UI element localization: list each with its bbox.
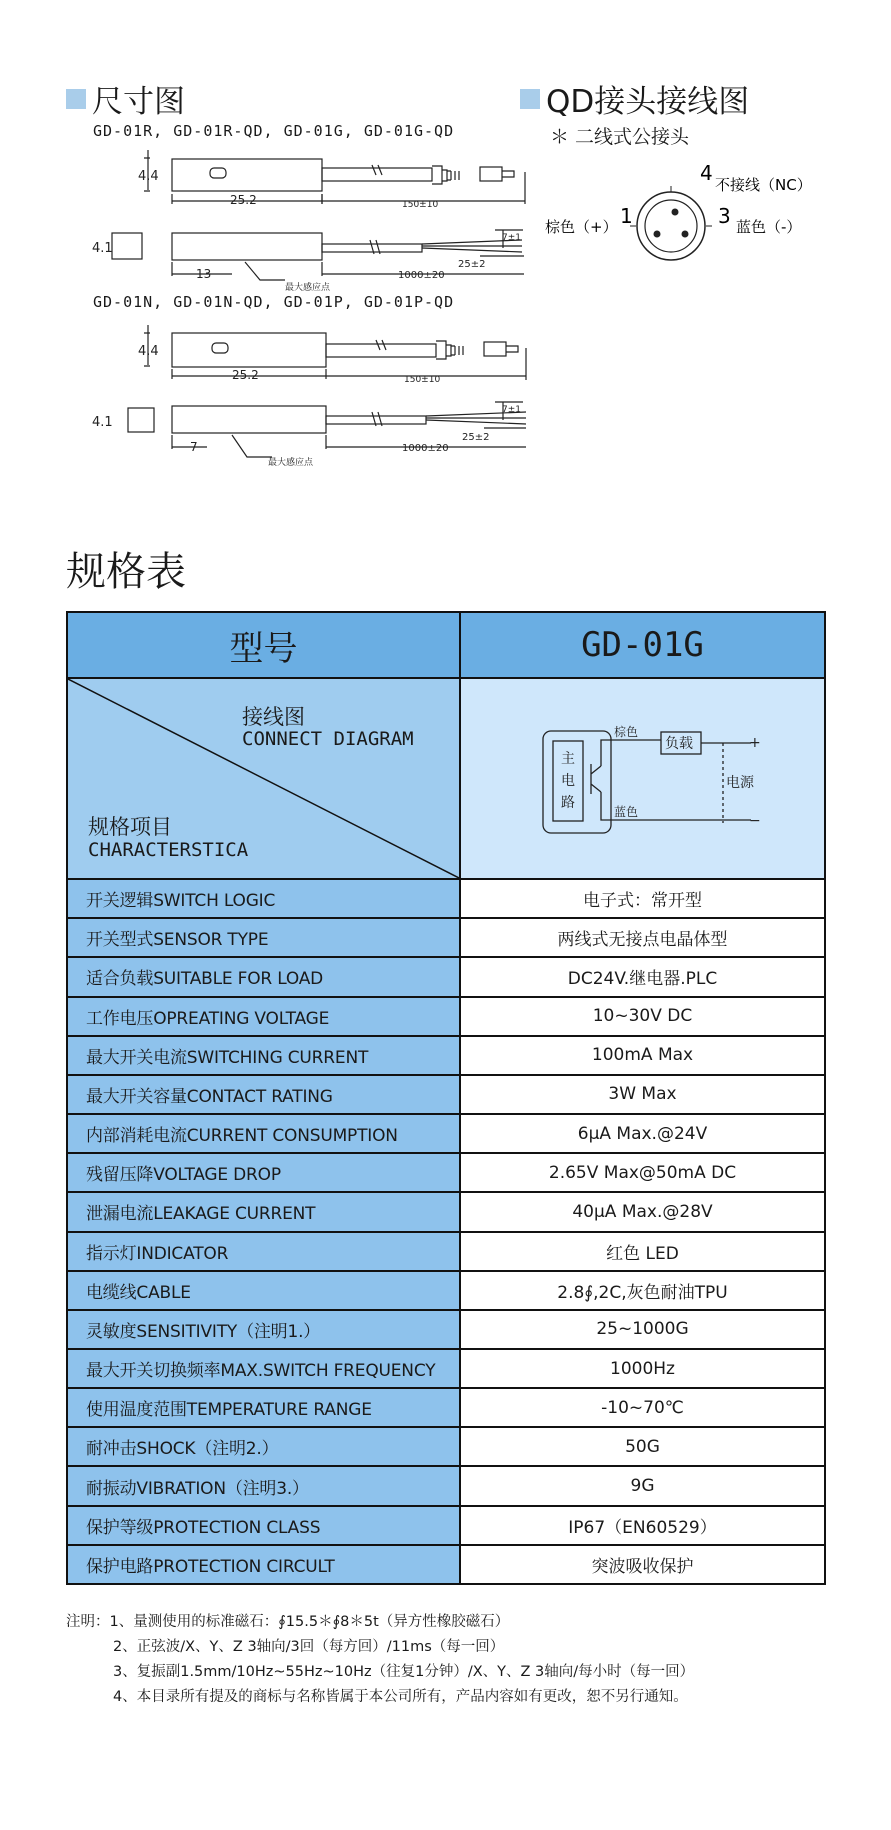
spec-value-cell: 50G <box>460 1427 825 1466</box>
pin4-label: 不接线（NC） <box>715 176 812 194</box>
pin3-label: 蓝色（-） <box>736 218 802 236</box>
spec-value-cell: 9G <box>460 1466 825 1505</box>
dim-7pm1-a: 7±1 <box>502 233 521 243</box>
table-row <box>67 1114 825 1153</box>
cable-break-1 <box>372 165 382 175</box>
spec-value-cell: 2.65V Max@50mA DC <box>460 1153 825 1192</box>
note-3: 3、复振副1.5mm/10Hz~55Hz~10Hz（往复1分钟）/X、Y、Z 3轴向/每小时（每一回） <box>113 1664 695 1680</box>
spec-value-cell: 电子式：常开型 <box>460 879 825 918</box>
header-model-cell: GD-01G <box>460 612 825 678</box>
sense-point-b: 最大感应点 <box>268 458 314 468</box>
table-row <box>67 879 825 918</box>
spec-value-cell: 2.8∮,2C,灰色耐油TPU <box>460 1271 825 1310</box>
note-4: 4、本目录所有提及的商标与名称皆属于本公司所有，产品内容如有更改，恕不另行通知。 <box>113 1689 688 1705</box>
sensor-body-top-1 <box>172 159 322 191</box>
circuit-main-2: 电 <box>561 773 575 790</box>
spec-value-cell: 25~1000G <box>460 1310 825 1349</box>
spec-value-cell: 1000Hz <box>460 1349 825 1388</box>
dim-1000-b: 1000±20 <box>402 443 449 454</box>
spec-label-cell: 最大开关电流SWITCHING CURRENT <box>67 1036 460 1075</box>
spec-label-cell: 最大开关容量CONTACT RATING <box>67 1075 460 1114</box>
dim-252-b: 25.2 <box>232 368 259 382</box>
spec-value-cell: 红色 LED <box>460 1232 825 1271</box>
spec-label-cell: 保护电路PROTECTION CIRCULT <box>67 1545 460 1584</box>
spec-label-cell: 灵敏度SENSITIVITY（注明1.） <box>67 1310 460 1349</box>
spec-value-cell: 突波吸收保护 <box>460 1545 825 1584</box>
connector-outer-circle <box>637 192 705 260</box>
note-1: 注明：1、量测使用的标准磁石：∮15.5＊∮8＊5t（异方性橡胶磁石） <box>66 1614 510 1630</box>
table-row <box>67 1232 825 1271</box>
items-title-en: CHARACTERSTICA <box>88 839 249 862</box>
spec-value-cell: 两线式无接点电晶体型 <box>460 918 825 957</box>
header-label-cell: 型号 <box>67 612 460 678</box>
cable-section-2 <box>326 344 436 357</box>
spec-value-cell: IP67（EN60529） <box>460 1506 825 1545</box>
models-caption-a: GD-01R, GD-01R-QD, GD-01G, GD-01G-QD <box>93 122 455 140</box>
diagram-title-en: CONNECT DIAGRAM <box>242 728 414 751</box>
spec-value-cell: 40μA Max.@28V <box>460 1192 825 1231</box>
spec-label-cell: 电缆线CABLE <box>67 1271 460 1310</box>
connector-inner-circle <box>645 200 697 252</box>
qd-subtitle: ＊ 二线式公接头 <box>550 126 690 148</box>
spec-table <box>66 611 826 1585</box>
table-row <box>67 1192 825 1231</box>
diagram-label-cell <box>67 678 460 879</box>
plus-label: + <box>749 735 761 752</box>
spec-label-cell: 工作电压OPREATING VOLTAGE <box>67 997 460 1036</box>
spec-value-cell: 100mA Max <box>460 1036 825 1075</box>
spec-value-cell: DC24V.继电器.PLC <box>460 957 825 996</box>
dim-252-a: 25.2 <box>230 193 257 207</box>
table-row <box>67 1271 825 1310</box>
sense-point-a: 最大感应点 <box>285 283 331 293</box>
dim-44-b: 4.4 <box>138 344 159 359</box>
sensor-led-window-2 <box>212 343 228 353</box>
sensor-body-side-1 <box>172 233 322 260</box>
pin4-dot <box>672 209 679 216</box>
table-row <box>67 1506 825 1545</box>
pin4-number: 4 <box>700 161 713 185</box>
table-row <box>67 1545 825 1584</box>
pin3-dot <box>682 231 689 238</box>
diagram-row <box>67 678 825 879</box>
dim-1000-a: 1000±20 <box>398 270 445 281</box>
connect-diagram-cell <box>460 678 825 879</box>
dim-7: 7 <box>190 440 198 454</box>
circuit-main-1: 主 <box>561 751 575 768</box>
qd-pinout-diagram <box>540 150 840 280</box>
spec-label-cell: 指示灯INDICATOR <box>67 1232 460 1271</box>
blue-wire-label: 蓝色 <box>614 805 639 820</box>
dim-25-a: 25±2 <box>458 259 486 270</box>
load-label: 负载 <box>665 736 693 753</box>
cable-section-1 <box>322 168 432 181</box>
dimension-section-title: 尺寸图 <box>66 76 185 121</box>
table-row <box>67 1036 825 1075</box>
qd-connector-2 <box>446 345 463 356</box>
note-2: 2、正弦波/X、Y、Z 3轴向/3回（每方回）/11ms（每一回） <box>113 1639 505 1655</box>
table-header-row <box>67 612 825 678</box>
sensor-end-view-2 <box>128 408 154 432</box>
notes <box>66 1610 694 1710</box>
dim-150-a: 150±10 <box>402 200 439 210</box>
spec-value-cell: -10~70℃ <box>460 1388 825 1427</box>
spec-rows <box>67 879 825 1584</box>
items-title-cn: 规格项目 <box>88 815 172 840</box>
qd-connector-1 <box>442 170 459 181</box>
spec-label-cell: 使用温度范围TEMPERATURE RANGE <box>67 1388 460 1427</box>
brown-wire-label: 棕色 <box>614 725 639 740</box>
spec-label-cell: 残留压降VOLTAGE DROP <box>67 1153 460 1192</box>
pin1-dot <box>654 231 661 238</box>
power-label: 电源 <box>726 775 754 792</box>
diagram-title-cn: 接线图 <box>242 705 305 730</box>
spec-value-cell: 10~30V DC <box>460 997 825 1036</box>
table-row <box>67 1388 825 1427</box>
spec-label-cell: 内部消耗电流CURRENT CONSUMPTION <box>67 1114 460 1153</box>
table-row <box>67 918 825 957</box>
sensor-body-side-2 <box>172 406 326 433</box>
sensor-end-view-1 <box>112 233 142 259</box>
dim-13: 13 <box>196 267 212 281</box>
spec-label-cell: 开关逻辑SWITCH LOGIC <box>67 879 460 918</box>
qd-section-title: QD接头接线图 <box>520 76 749 121</box>
spec-label-cell: 保护等级PROTECTION CLASS <box>67 1506 460 1545</box>
table-row <box>67 1153 825 1192</box>
dim-41-b: 4.1 <box>92 415 113 430</box>
sensor-led-window-1 <box>210 168 226 178</box>
table-row <box>67 1466 825 1505</box>
spec-label-cell: 开关型式SENSOR TYPE <box>67 918 460 957</box>
spec-label-cell: 泄漏电流LEAKAGE CURRENT <box>67 1192 460 1231</box>
dim-25-b: 25±2 <box>462 432 490 443</box>
models-caption-b: GD-01N, GD-01N-QD, GD-01P, GD-01P-QD <box>93 293 455 311</box>
spec-section-title: 规格表 <box>66 549 186 595</box>
table-row <box>67 1349 825 1388</box>
transistor-symbol <box>591 764 601 794</box>
table-row <box>67 957 825 996</box>
spec-label-cell: 耐冲击SHOCK（注明2.） <box>67 1427 460 1466</box>
minus-label: − <box>749 813 761 830</box>
pin1-label: 棕色（+） <box>545 218 618 236</box>
table-row <box>67 1310 825 1349</box>
pin1-number: 1 <box>620 204 633 228</box>
spec-label-cell: 适合负载SUITABLE FOR LOAD <box>67 957 460 996</box>
dim-44-a: 4.4 <box>138 169 159 184</box>
dim-41-a: 4.1 <box>92 241 113 256</box>
spec-value-cell: 3W Max <box>460 1075 825 1114</box>
table-row <box>67 1075 825 1114</box>
spec-label-cell: 耐振动VIBRATION（注明3.） <box>67 1466 460 1505</box>
dim-7pm1-b: 7±1 <box>502 405 521 415</box>
table-row <box>67 997 825 1036</box>
spec-label-cell: 最大开关切换频率MAX.SWITCH FREQUENCY <box>67 1349 460 1388</box>
dim-150-b: 150±10 <box>404 375 441 385</box>
sensor-body-top-2 <box>172 333 326 367</box>
pin3-number: 3 <box>718 204 731 228</box>
table-row <box>67 1427 825 1466</box>
bullet-square-icon <box>520 89 540 109</box>
spec-value-cell: 6μA Max.@24V <box>460 1114 825 1153</box>
connect-circuit-diagram <box>461 679 826 879</box>
circuit-main-3: 路 <box>561 795 575 812</box>
